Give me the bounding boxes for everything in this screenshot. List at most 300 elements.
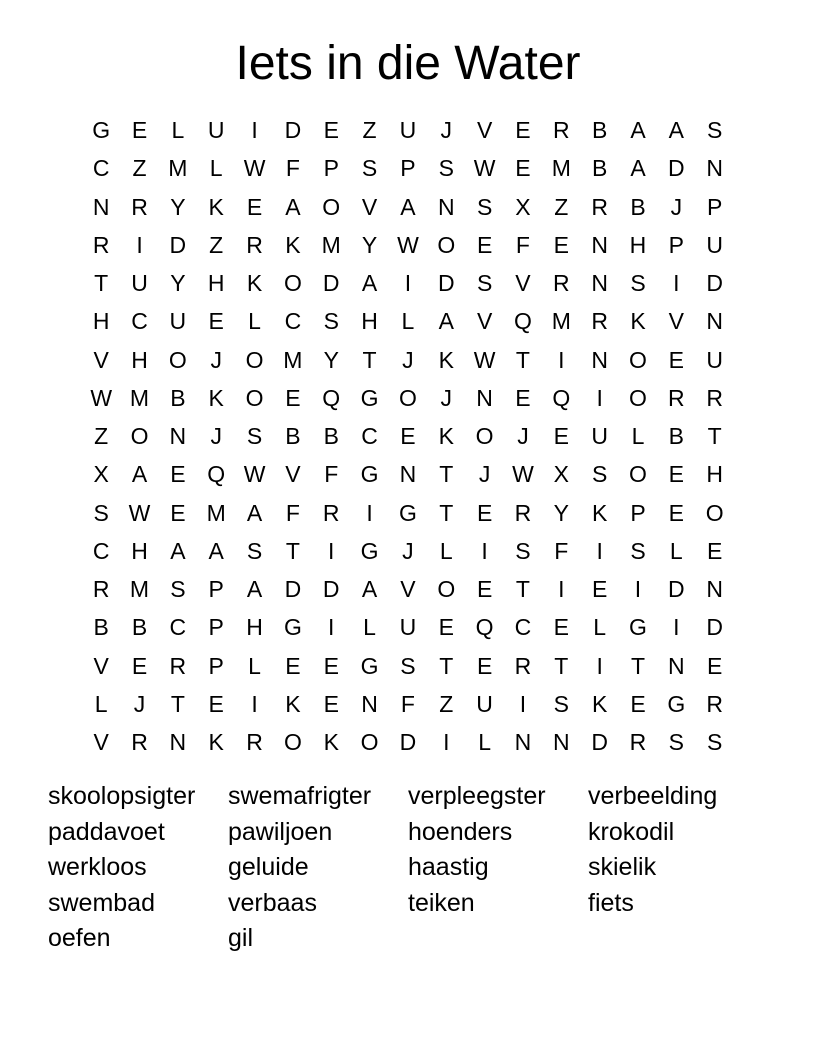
grid-letter: U [399,117,417,144]
grid-letter: L [478,729,491,756]
grid-letter: T [554,652,569,679]
grid-letter: J [402,346,414,373]
grid-letter: S [591,461,608,488]
grid-letter: E [476,576,493,603]
grid-letter: G [92,117,111,144]
grid-row [82,532,736,570]
grid-letter: E [170,461,186,488]
grid-letter: F [515,231,530,258]
grid-letter: A [361,270,378,297]
word-list-item: swemafrigter [228,782,372,810]
grid-letter: U [207,117,225,144]
grid-letter: E [438,614,454,641]
grid-letter: K [438,346,454,373]
grid-letter: Y [323,346,339,373]
word-list-item: fiets [588,888,634,917]
grid-letter: G [360,652,379,679]
grid-letter: L [363,614,376,641]
word-list-item: skielik [588,853,657,881]
grid-row [82,188,736,226]
grid-letter: O [130,423,149,450]
grid-letter: R [131,729,148,756]
word-list-item: verbeelding [588,782,718,810]
grid-letter: N [169,729,187,756]
grid-letter: W [397,231,419,258]
grid-letter: O [283,270,302,297]
grid-letter: R [629,729,647,756]
word-list-item: gil [228,924,254,952]
grid-letter: E [630,690,646,717]
grid-letter: E [515,384,531,411]
grid-letter: I [328,537,335,564]
grid-letter: D [169,231,187,258]
grid-letter: A [170,537,186,564]
grid-letter: V [93,652,109,679]
grid-letter: E [131,652,148,679]
grid-letter: A [630,117,646,144]
grid-letter: J [440,117,453,144]
grid-letter: P [400,155,416,182]
letter-grid [82,111,736,761]
grid-letter: C [92,155,110,182]
grid-letter: L [593,614,607,641]
grid-letter: C [131,308,148,335]
grid-letter: K [285,690,301,717]
grid-letter: N [706,155,723,182]
word-list-item: haastig [408,853,489,881]
grid-letter: U [706,231,723,258]
grid-letter: G [398,499,417,526]
grid-letter: W [512,461,534,488]
grid-letter: Z [209,231,224,258]
grid-letter: N [706,308,723,335]
grid-letter: S [323,308,339,335]
grid-letter: O [629,384,647,411]
grid-letter: A [361,576,378,603]
grid-letter: X [93,461,109,488]
grid-letter: E [208,308,224,335]
grid-letter: Z [439,690,454,717]
grid-letter: B [131,614,148,641]
word-list-item: geluide [228,853,309,881]
grid-letter: S [93,499,109,526]
grid-letter: S [476,270,493,297]
grid-letter: D [399,729,417,756]
grid-letter: S [707,117,723,144]
grid-letter: E [515,117,531,144]
word-list-item: werkloos [48,853,147,881]
grid-letter: P [208,614,224,641]
grid-letter: B [170,384,186,411]
word-list-item: skoolopsigter [48,782,196,810]
grid-letter: S [246,537,263,564]
grid-letter: X [553,461,569,488]
grid-letter: E [323,652,339,679]
grid-letter: S [707,729,723,756]
grid-row [82,455,736,493]
grid-letter: V [93,346,109,373]
grid-letter: Q [514,308,532,335]
grid-letter: W [128,499,151,526]
grid-letter: A [208,537,224,564]
grid-letter: B [591,117,608,144]
grid-letter: I [404,270,412,297]
grid-letter: I [673,614,680,641]
grid-letter: E [285,652,301,679]
grid-letter: J [517,423,529,450]
grid-letter: H [207,270,225,297]
grid-letter: E [668,461,684,488]
grid-letter: C [284,308,302,335]
grid-letter: B [285,423,301,450]
grid-letter: I [596,384,603,411]
grid-letter: R [92,576,110,603]
grid-letter: T [707,423,722,450]
grid-letter: O [322,193,341,220]
grid-letter: R [591,193,608,220]
grid-letter: D [706,270,723,297]
grid-letter: S [476,193,493,220]
grid-letter: M [321,231,341,258]
grid-letter: I [558,346,565,373]
grid-letter: T [515,346,530,373]
grid-letter: E [476,652,493,679]
grid-letter: C [514,614,532,641]
grid-letter: T [439,499,454,526]
grid-letter: P [630,499,646,526]
grid-letter: S [170,576,186,603]
grid-letter: L [401,308,415,335]
grid-letter: M [551,308,571,335]
grid-letter: D [668,576,685,603]
grid-letter: M [129,576,150,603]
grid-letter: K [285,231,301,258]
grid-letter: T [515,576,530,603]
grid-letter: J [402,537,414,564]
grid-letter: E [707,652,723,679]
grid-row [82,341,736,379]
grid-letter: W [473,346,496,373]
grid-letter: I [443,729,450,756]
grid-letter: L [669,537,683,564]
grid-letter: K [323,729,339,756]
grid-letter: H [246,614,263,641]
grid-letter: E [591,576,608,603]
grid-row [82,264,736,302]
grid-letter: E [476,231,493,258]
grid-letter: E [553,231,569,258]
grid-letter: A [630,155,646,182]
grid-letter: D [322,270,340,297]
word-list-item: hoenders [408,817,513,846]
grid-letter: Z [554,193,569,220]
grid-letter: G [283,614,302,641]
grid-row [82,685,736,723]
grid-letter: O [168,346,187,373]
grid-letter: D [284,117,302,144]
grid-letter: L [209,155,223,182]
grid-letter: W [90,384,113,411]
grid-letter: T [630,652,646,679]
grid-letter: E [668,499,684,526]
grid-letter: R [131,193,148,220]
grid-letter: L [94,690,108,717]
grid-letter: E [285,384,301,411]
grid-letter: I [596,537,603,564]
grid-letter: O [245,384,264,411]
page-title: Iets in die Water [235,37,581,90]
grid-letter: N [169,423,187,450]
grid-letter: T [170,690,185,717]
grid-letter: O [360,729,379,756]
grid-letter: V [400,576,416,603]
grid-letter: G [360,537,379,564]
grid-letter: K [591,690,608,717]
grid-letter: A [438,308,454,335]
grid-letter: T [439,461,454,488]
word-list-item: verpleegster [408,782,546,810]
word-list-item: paddavoet [48,817,165,846]
grid-letter: R [246,729,263,756]
grid-letter: H [629,231,647,258]
word-list-item: krokodil [588,817,675,846]
grid-letter: F [554,537,569,564]
grid-letter: T [94,270,109,297]
grid-letter: O [629,461,647,488]
grid-row [82,570,736,608]
grid-letter: V [361,193,378,220]
grid-letter: K [630,308,646,335]
grid-letter: S [400,652,416,679]
grid-row [82,302,736,340]
grid-letter: V [476,308,493,335]
grid-letter: S [553,690,569,717]
grid-letter: F [324,461,339,488]
grid-letter: K [438,423,454,450]
grid-letter: L [631,423,645,450]
grid-letter: V [515,270,531,297]
word-list [48,779,768,957]
grid-letter: R [514,652,532,679]
grid-letter: R [552,117,570,144]
grid-letter: S [630,537,646,564]
grid-letter: L [248,308,261,335]
grid-letter: R [246,231,263,258]
grid-letter: R [514,499,532,526]
grid-letter: V [285,461,301,488]
grid-letter: U [706,346,723,373]
grid-letter: S [361,155,378,182]
grid-letter: J [210,346,222,373]
grid-letter: Q [552,384,571,411]
grid-letter: J [133,690,146,717]
grid-row [82,647,736,685]
grid-letter: V [93,729,109,756]
grid-letter: W [243,155,266,182]
grid-letter: W [243,461,266,488]
grid-letter: H [361,308,378,335]
grid-letter: I [673,270,680,297]
grid-letter: D [437,270,455,297]
grid-letter: V [476,117,493,144]
grid-letter: A [285,193,301,220]
grid-letter: S [246,423,263,450]
grid-letter: T [362,346,377,373]
grid-letter: T [285,537,300,564]
grid-letter: A [400,193,416,220]
grid-letter: E [323,690,339,717]
grid-letter: C [169,614,187,641]
grid-letter: O [437,231,456,258]
grid-letter: E [246,193,263,220]
grid-letter: I [634,576,642,603]
grid-letter: O [398,384,417,411]
grid-row [82,608,736,646]
grid-letter: I [251,690,258,717]
grid-letter: R [591,308,608,335]
grid-letter: S [438,155,454,182]
grid-letter: R [668,384,685,411]
grid-letter: I [596,652,603,679]
grid-letter: E [668,346,684,373]
grid-letter: L [439,537,453,564]
grid-letter: G [667,690,686,717]
grid-letter: N [591,231,608,258]
grid-letter: S [630,270,646,297]
grid-letter: A [131,461,148,488]
grid-letter: U [591,423,608,450]
grid-letter: P [208,652,224,679]
grid-letter: U [476,690,493,717]
grid-letter: M [129,384,150,411]
grid-letter: H [92,308,110,335]
grid-letter: E [131,117,148,144]
grid-letter: E [170,499,186,526]
grid-letter: L [248,652,261,679]
grid-letter: Q [322,384,341,411]
word-list-item: oefen [48,924,111,952]
grid-letter: J [670,193,683,220]
grid-letter: M [168,155,188,182]
grid-letter: D [284,576,302,603]
grid-letter: I [558,576,565,603]
grid-row [82,723,736,761]
grid-letter: D [706,614,723,641]
grid-letter: Z [362,117,377,144]
word-list-item: teiken [408,888,475,917]
grid-letter: Z [132,155,147,182]
grid-letter: K [208,384,224,411]
grid-letter: Y [553,499,569,526]
grid-letter: E [553,614,569,641]
word-list-item: pawiljoen [228,817,333,846]
grid-letter: K [591,499,608,526]
grid-letter: I [481,537,488,564]
grid-letter: R [706,690,723,717]
grid-letter: E [400,423,416,450]
grid-letter: E [476,499,493,526]
grid-letter: L [171,117,185,144]
grid-letter: E [208,690,224,717]
grid-letter: M [206,499,226,526]
word-list-item: swembad [48,888,155,917]
grid-row [82,149,736,187]
grid-letter: U [399,614,417,641]
grid-letter: O [437,576,456,603]
grid-letter: I [251,117,258,144]
grid-letter: N [361,690,378,717]
word-list-item: verbaas [228,888,317,917]
grid-letter: N [552,729,570,756]
grid-letter: O [705,499,724,526]
grid-letter: E [553,423,569,450]
grid-row [82,494,736,532]
grid-letter: B [93,614,109,641]
grid-letter: B [630,193,646,220]
grid-letter: C [92,537,110,564]
grid-letter: A [246,576,263,603]
grid-letter: N [92,193,110,220]
grid-letter: B [591,155,608,182]
grid-letter: N [591,270,608,297]
grid-letter: Y [170,193,186,220]
grid-row [82,111,736,149]
grid-letter: J [440,384,453,411]
grid-letter: M [551,155,571,182]
grid-letter: R [706,384,723,411]
grid-letter: O [629,346,647,373]
grid-row [82,379,736,417]
grid-letter: E [323,117,339,144]
grid-letter: Z [94,423,109,450]
grid-letter: J [210,423,222,450]
grid-row [82,226,736,264]
grid-letter: O [283,729,302,756]
grid-letter: S [515,537,531,564]
grid-letter: Q [475,614,494,641]
grid-letter: R [552,270,570,297]
grid-letter: F [285,499,300,526]
grid-letter: G [360,461,379,488]
grid-letter: I [519,690,527,717]
grid-letter: U [131,270,148,297]
grid-letter: J [478,461,491,488]
grid-letter: B [323,423,339,450]
grid-letter: D [668,155,685,182]
grid-letter: H [131,537,148,564]
grid-letter: R [169,652,187,679]
grid-letter: D [322,576,340,603]
grid-letter: K [208,729,224,756]
grid-letter: K [246,270,263,297]
grid-letter: G [360,384,379,411]
grid-letter: H [131,346,148,373]
grid-letter: E [515,155,531,182]
grid-letter: N [399,461,417,488]
grid-letter: N [706,576,723,603]
grid-letter: X [515,193,531,220]
grid-letter: N [514,729,532,756]
grid-letter: Y [170,270,186,297]
grid-letter: A [246,499,263,526]
grid-row [82,417,736,455]
grid-letter: D [591,729,608,756]
grid-letter: V [668,308,684,335]
grid-letter: S [668,729,684,756]
grid-letter: K [208,193,224,220]
grid-letter: F [285,155,300,182]
grid-letter: Q [207,461,226,488]
